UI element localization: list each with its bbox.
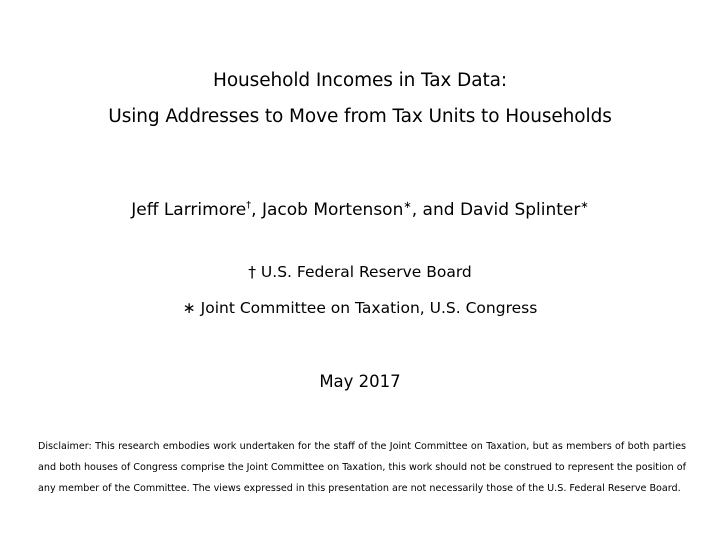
dagger-symbol: † (248, 263, 256, 281)
author-separator: , (251, 200, 262, 220)
author-separator: , and (411, 200, 460, 220)
affiliation-text: Joint Committee on Taxation, U.S. Congress (200, 299, 538, 317)
author-larrimore-mark: † (246, 200, 252, 211)
author-splinter: David Splinter (459, 200, 581, 220)
author-mortenson: Jacob Mortenson (261, 200, 404, 220)
disclaimer-text: Disclaimer: This research embodies work undertaken for the staff of the Joint Committee on Taxation, but as members of both parties and both houses of Congress comprise the Joint Committee on Taxation, this work should not be construed to represent the position of any member of the Committee. The views expressed in this presentation are not necessarily those of the U.S. Federal Reserve Board. (38, 441, 686, 494)
title-line-2: Using Addresses to Move from Tax Units to Households (108, 106, 612, 127)
author-mortenson-mark: ∗ (403, 200, 412, 211)
presentation-date: May 2017 (319, 372, 401, 391)
title-line-1: Household Incomes in Tax Data: (213, 70, 507, 91)
author-splinter-mark: ∗ (580, 200, 589, 211)
author-list (0, 200, 720, 220)
asterisk-symbol: ∗ (182, 299, 196, 317)
author-larrimore: Jeff Larrimore (131, 200, 247, 220)
affiliation-jct (0, 299, 720, 317)
affiliation-text: U.S. Federal Reserve Board (260, 263, 472, 281)
affiliation-federal-reserve (0, 263, 720, 281)
